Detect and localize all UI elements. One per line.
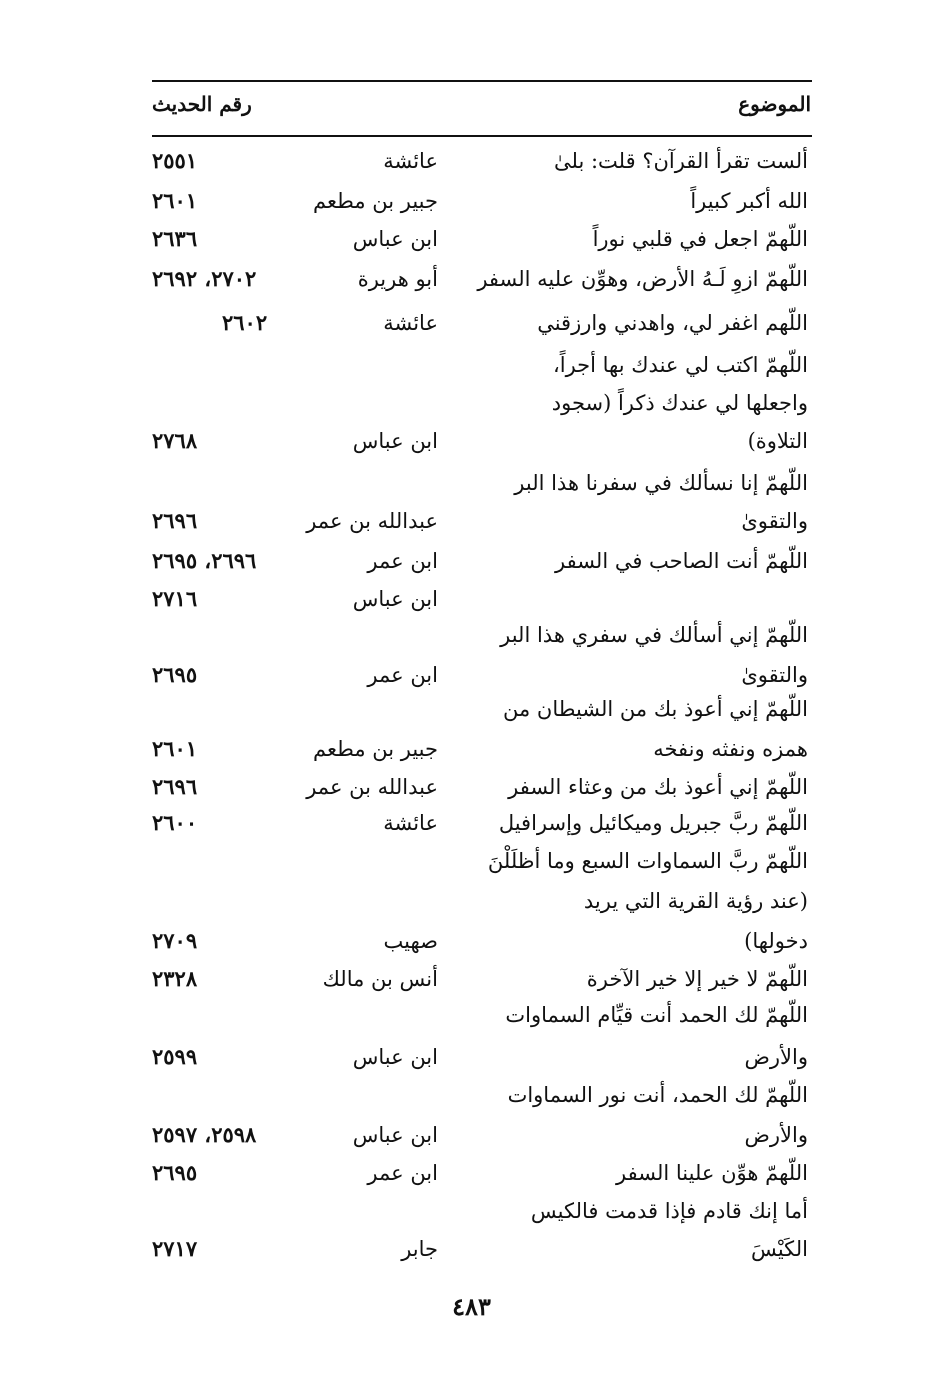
- topic-text: اللّهمّ هوِّن علينا السفر: [616, 1161, 808, 1185]
- hadith-numbers: ٢٥٩٨، ٢٥٩٧: [152, 1122, 257, 1147]
- topic-text: اللّهمّ أنت الصاحب في السفر: [554, 549, 808, 573]
- narrator-name: ابن عمر: [367, 1161, 438, 1185]
- hadith-numbers: ٢٦٣٦: [152, 226, 198, 251]
- narrator-name: جبير بن مطعم: [312, 737, 438, 761]
- topic-text: أما إنك قادم فإذا قدمت فالكيس: [530, 1199, 808, 1223]
- hadith-numbers: ٢٦٩٦، ٢٦٩٥: [152, 548, 257, 573]
- topic-column-header: الموضوع: [738, 92, 811, 116]
- narrator-name: عائشة: [383, 311, 438, 335]
- hadith-numbers: ٢٧١٦: [152, 586, 198, 611]
- hadith-numbers: ٢٥٩٩: [152, 1044, 198, 1069]
- topic-text: ألست تقرأ القرآن؟ قلت: بلىٰ: [553, 149, 808, 173]
- narrator-name: عائشة: [383, 149, 438, 173]
- narrator-name: ابن عباس: [352, 1045, 438, 1069]
- topic-text: اللّهمّ ربَّ جبريل وميكائيل وإسرافيل: [498, 811, 808, 835]
- hadith-numbers: ٢٥٥١: [152, 148, 198, 173]
- narrator-name: صهيب: [383, 929, 438, 953]
- hadith-numbers: ٢٦٩٦: [152, 508, 198, 533]
- topic-text: اللّهمّ ازوِ لَـهُ الأرض، وهوِّن عليه السفر: [477, 267, 808, 291]
- topic-text: اللّهمّ لك الحمد أنت قيِّام السماوات: [505, 1003, 808, 1027]
- topic-text: الله أكبر كبيراً: [690, 189, 808, 213]
- hadith-numbers: ٢٦٠٠: [152, 810, 198, 835]
- topic-text: اللّهمّ لك الحمد، أنت نور السماوات: [507, 1083, 808, 1107]
- topic-text: اللّهمّ إني أسألك في سفري هذا البر: [500, 623, 808, 647]
- narrator-name: ابن عباس: [352, 429, 438, 453]
- topic-text: اللّهمّ إنا نسألك في سفرنا هذا البر: [514, 471, 808, 495]
- topic-text: اللّهم اغفر لي، واهدني وارزقني: [537, 311, 808, 335]
- topic-text: والأرض: [744, 1045, 808, 1069]
- hadith-number-column-header: رقم الحديث: [152, 92, 252, 116]
- narrator-name: عبدالله بن عمر: [306, 775, 438, 799]
- hadith-numbers: ٢٧٠٢، ٢٦٩٢: [152, 266, 257, 291]
- narrator-name: عبدالله بن عمر: [306, 509, 438, 533]
- page-number: ٤٨٣: [452, 1292, 491, 1321]
- narrator-name: ابن عمر: [367, 549, 438, 573]
- top-rule: [152, 80, 812, 82]
- hadith-numbers: ٢٣٢٨: [152, 966, 198, 991]
- hadith-numbers: ٢٦٩٦: [152, 774, 198, 799]
- topic-text: اللّهمّ اكتب لي عندك بها أجراً،: [552, 353, 808, 377]
- narrator-name: أبو هريرة: [357, 267, 438, 291]
- narrator-name: جبير بن مطعم: [312, 189, 438, 213]
- topic-text: الكَيْسَ: [751, 1237, 808, 1261]
- hadith-numbers: ٢٦٠١: [152, 188, 198, 213]
- hadith-numbers: ٢٧٠٩: [152, 928, 198, 953]
- narrator-name: ابن عباس: [352, 227, 438, 251]
- header-rule: [152, 135, 812, 137]
- hadith-numbers: ٢٦٠٢: [222, 310, 268, 335]
- narrator-name: ابن عباس: [352, 587, 438, 611]
- hadith-numbers: ٢٧٦٨: [152, 428, 198, 453]
- topic-text: والأرض: [744, 1123, 808, 1147]
- topic-text: اللّهمّ إني أعوذ بك من وعثاء السفر: [508, 775, 808, 799]
- narrator-name: ابن عباس: [352, 1123, 438, 1147]
- narrator-name: أنس بن مالك: [322, 967, 438, 991]
- narrator-name: جابر: [401, 1237, 438, 1261]
- topic-text: اللّهمّ اجعل في قلبي نوراً: [592, 227, 808, 251]
- topic-text: همزه ونفثه ونفخه: [653, 737, 808, 761]
- topic-text: دخولها): [744, 929, 808, 953]
- topic-text: اللّهمّ ربَّ السماوات السبع وما أظلَلْنَ: [487, 849, 808, 873]
- narrator-name: ابن عمر: [367, 663, 438, 687]
- topic-text: والتقوىٰ: [741, 509, 808, 533]
- narrator-name: عائشة: [383, 811, 438, 835]
- topic-text: والتقوىٰ: [741, 663, 808, 687]
- topic-text: (عند رؤية القرية التي يريد: [583, 889, 808, 913]
- topic-text: اللّهمّ لا خير إلا خير الآخرة: [586, 967, 808, 991]
- hadith-numbers: ٢٦٩٥: [152, 662, 198, 687]
- topic-text: واجعلها لي عندك ذكراً (سجود: [551, 391, 808, 415]
- hadith-numbers: ٢٦٠١: [152, 736, 198, 761]
- topic-text: التلاوة): [747, 429, 808, 453]
- hadith-numbers: ٢٦٩٥: [152, 1160, 198, 1185]
- hadith-numbers: ٢٧١٧: [152, 1236, 198, 1261]
- topic-text: اللّهمّ إني أعوذ بك من الشيطان من: [502, 697, 808, 721]
